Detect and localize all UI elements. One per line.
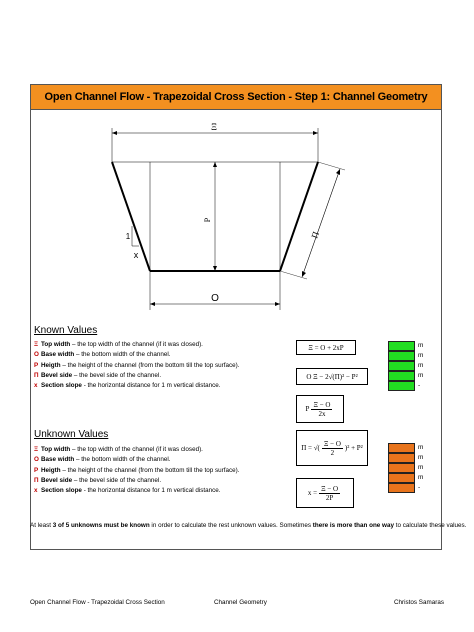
- known-values-list: [34, 340, 239, 391]
- list-item: x Section slope - the horizontal distance for 1 m vertical distance.: [34, 382, 221, 390]
- unknown-units: m m m m -: [418, 444, 424, 491]
- formula-top-width: Ξ = O + 2xP: [296, 340, 356, 355]
- bevel-extension-top: [318, 162, 345, 170]
- list-item: P Heigth – the height of the channel (from the bottom till the top surface).: [34, 466, 240, 474]
- slope-one-label: 1: [125, 232, 131, 241]
- known-values-title: Known Values: [34, 325, 98, 336]
- footer-center: Channel Geometry: [214, 599, 267, 606]
- sheet-title: Open Channel Flow - Trapezoidal Cross Section - Step 1: Channel Geometry: [30, 84, 442, 110]
- top-arrow-left: [112, 131, 117, 135]
- formula-base-width: O Ξ − 2√(Π)² − P²: [296, 368, 368, 385]
- known-cell-height[interactable]: [388, 361, 415, 371]
- base-arrow-right: [275, 302, 280, 306]
- footer-right: Christos Samaras: [393, 599, 444, 606]
- known-cell-top-width[interactable]: [388, 341, 415, 351]
- known-cell-bevel-side[interactable]: [388, 371, 415, 381]
- footer-left: Open Channel Flow - Trapezoidal Cross Section: [30, 599, 165, 606]
- unknown-values-list: [34, 445, 239, 496]
- formula-height: P $\frac{\Xi - O}{2x}$: [296, 395, 344, 423]
- base-width-label: O: [211, 293, 219, 304]
- unknown-cell-slope: [388, 483, 415, 493]
- top-width-label: Ξ: [211, 122, 217, 132]
- channel-right-side: [280, 162, 318, 271]
- list-item: Π Bevel side – the bevel side of the channel.: [34, 476, 162, 484]
- known-units: m m m m -: [418, 342, 424, 389]
- channel-left-side: [112, 162, 150, 271]
- list-item: Ξ Top width – the top width of the channel (if it was closed).: [34, 341, 203, 348]
- list-item: O Base width – the bottom width of the channel.: [34, 456, 171, 464]
- bevel-guide-hidden: [288, 164, 326, 273]
- list-item: Π Bevel side – the bevel side of the channel.: [34, 371, 162, 379]
- height-arrow-top: [213, 162, 217, 167]
- list-item: Ξ Top width – the top width of the channel (if it was closed).: [34, 446, 203, 453]
- unknown-cell-base-width: [388, 453, 415, 463]
- unknown-values-title: Unknown Values: [34, 429, 109, 440]
- base-arrow-left: [150, 302, 155, 306]
- instruction-note: At least 3 of 5 unknowns must be known in order to calculate the rest unknown values. Sometimes there is more than one way to calculate these values.: [30, 522, 467, 529]
- formula-slope: x = $\frac{\Xi - O}{2P}$: [296, 478, 354, 508]
- unknown-cell-top-width: [388, 443, 415, 453]
- slope-x-label: x: [133, 250, 139, 260]
- formula-bevel-side: Π = √( $\frac{\Xi - O}{2}$ )² + P²: [296, 430, 368, 466]
- unknown-cell-height: [388, 463, 415, 473]
- height-label: P: [203, 217, 212, 223]
- list-item: x Section slope - the horizontal distance for 1 m vertical distance.: [34, 487, 221, 495]
- list-item: O Base width – the bottom width of the channel.: [34, 351, 171, 359]
- known-cell-base-width[interactable]: [388, 351, 415, 361]
- bevel-dimension-line: [302, 169, 340, 277]
- top-arrow-right: [313, 131, 318, 135]
- known-cell-slope[interactable]: [388, 381, 415, 391]
- bevel-side-label: Π: [309, 230, 321, 240]
- unknown-output-cells: [388, 443, 415, 493]
- known-input-cells: [388, 341, 415, 391]
- unknown-cell-bevel-side: [388, 473, 415, 483]
- list-item: P Heigth – the height of the channel (from the bottom till the top surface).: [34, 361, 240, 369]
